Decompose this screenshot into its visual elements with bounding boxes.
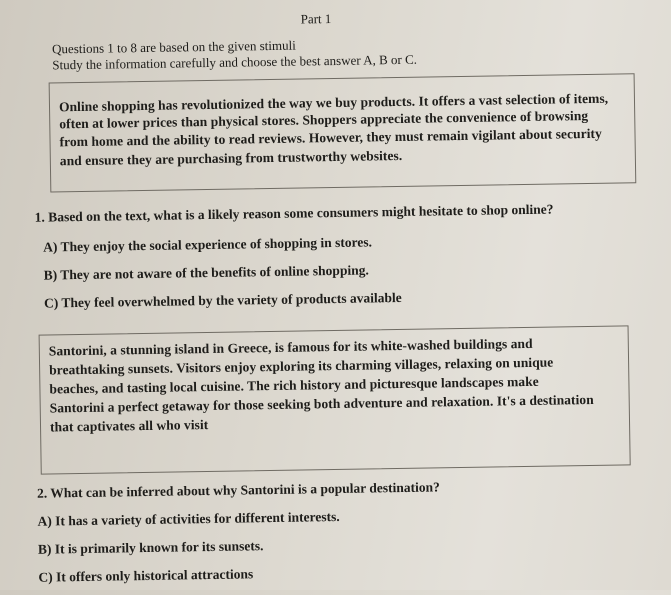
passage-2-line: breathtaking sunsets. Visitors enjoy exploring its charming villages, relaxing on unique — [49, 354, 554, 378]
question-2-option-b: B) It is primarily known for its sunsets. — [37, 538, 264, 557]
passage-1-line: often at lower prices than physical stores. Shoppers appreciate the convenience of browsing — [59, 108, 589, 132]
question-2-option-c: C) It offers only historical attractions — [38, 566, 254, 585]
question-1-text: 1. Based on the text, what is a likely reason some consumers might hesitate to shop online? — [34, 201, 554, 225]
question-1-option-c: C) They feel overwhelmed by the variety of products available — [43, 289, 402, 311]
passage-2-line: beaches, and tasting local cuisine. The rich history and picturesque landscapes make — [49, 373, 539, 397]
passage-1-line: from home and the ability to read reviews. However, they must remain vigilant about security — [59, 125, 602, 150]
passage-2-line: Santorini, a stunning island in Greece, is famous for its white-washed buildings and — [48, 335, 533, 359]
question-2-text: 2. What can be inferred about why Santorini is a popular destination? — [36, 479, 440, 501]
question-1-option-b: B) They are not aware of the benefits of online shopping. — [43, 262, 369, 283]
passage-1-line: and ensure they are purchasing from trustworthy websites. — [59, 147, 403, 169]
instructions-line-1: Questions 1 to 8 are based on the given stimuli — [51, 37, 296, 57]
passage-2-line: that captivates all who visit — [49, 417, 209, 435]
part-title: Part 1 — [300, 11, 332, 27]
question-1-option-a: A) They enjoy the social experience of shopping in stores. — [43, 234, 373, 255]
instructions-line-2: Study the information carefully and choose the best answer A, B or C. — [52, 51, 418, 73]
passage-1-line: Online shopping has revolutionized the way we buy products. It offers a vast selection of items, — [58, 90, 609, 115]
passage-2-line: Santorini a perfect getaway for those seeking both adventure and relaxation. It's a destination — [49, 391, 594, 416]
question-2-option-a: A) It has a variety of activities for different interests. — [37, 508, 340, 529]
